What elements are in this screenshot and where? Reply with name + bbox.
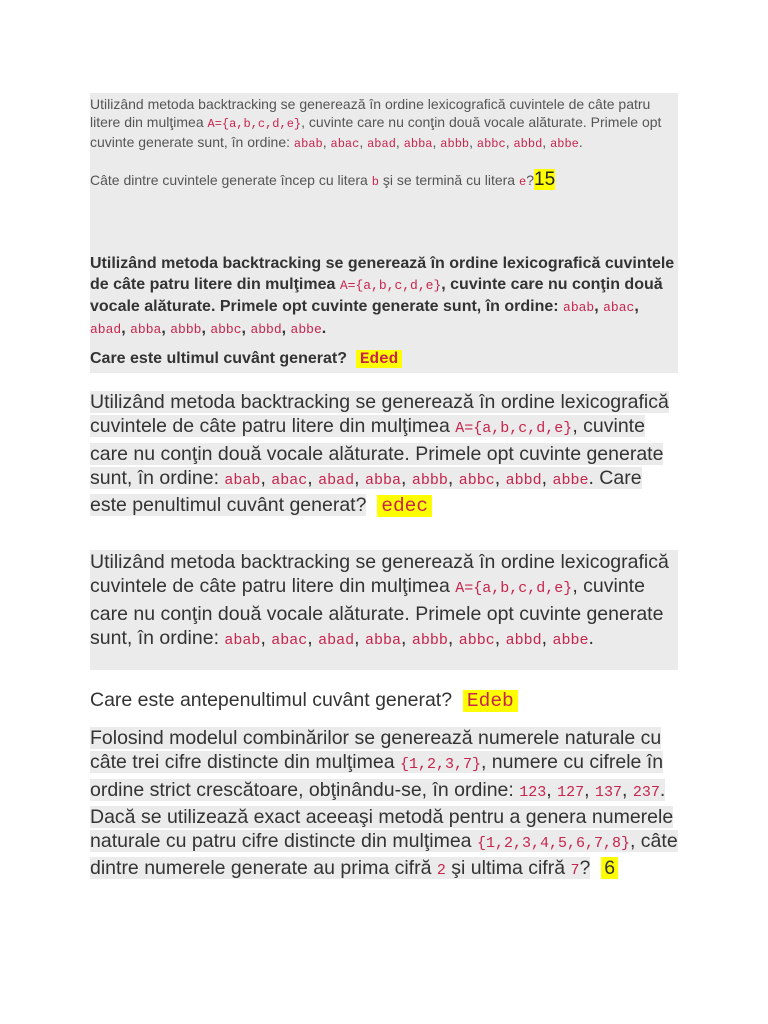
number-code: 127 [557,783,585,801]
answer-highlight: Edeb [463,690,518,712]
set-code: A={a,b,c,d,e} [339,278,442,293]
digit-code: 7 [570,862,580,880]
answer-highlight: Eded [356,350,402,368]
digit-code: 2 [436,862,446,880]
question-block-4-prompt [90,688,678,713]
word-code: abbb [411,471,448,489]
word-code: abac [271,631,308,649]
prompt-text: . Care este penultimul cuvânt generat? [90,466,642,517]
word-code: abba [365,631,402,649]
question-block-3 [90,390,678,518]
word-code: abba [130,322,162,337]
word-code: abac [271,471,308,489]
question-1-statement: Utilizând metoda backtracking se generează în ordine lexicografică cuvintele de câte patru litere din mulţimea A={a,b,c,d,e}, cuvinte care nu conţin două vocale alăturate. Primele opt cuvinte generate sunt, în ordine: abab, abac, abad, abba, abbb, abbc, abbd, abbe. [90,96,662,151]
word-code: abbd [505,631,542,649]
word-code: abad [318,631,355,649]
shaded-run: Utilizând metoda backtracking se generează în ordine lexicografică cuvintele de câte patru litere din mulţimea A={a,b,c,d,e}, cuvinte care nu conţin două vocale alăturate. Primele opt cuvinte generate sunt, în ordine: abab, abac, abad, abba, abbb, abbc, abbd, abbe. Care este penultimul cuvânt generat? [90,391,669,517]
question-5-text [90,726,678,884]
statement-text: Utilizând metoda backtracking se generează în ordine lexicografică cuvintele de câte patru litere din mulţimea [90,255,675,293]
word-code: abac [330,137,360,151]
prompt-text: Care este ultimul cuvânt generat? [90,350,347,367]
word-code: abad [367,137,396,151]
number-code: 237 [632,783,660,801]
question-4-prompt [90,688,678,713]
letter-code: b [371,175,379,189]
question-2-statement: Utilizând metoda backtracking se generează în ordine lexicografică cuvintele de câte patru litere din mulţimea A={a,b,c,d,e}, cuvinte care nu conţin două vocale alăturate. Primele opt cuvinte generate sunt, în ordine: abab, abac, abad, abba, abbb, abbc, abbd, abbe. [90,255,675,337]
question-1-prompt [90,169,678,191]
statement-text: , cuvinte care nu conţin două vocale alăturate. Primele opt cuvinte generate sunt, în ordine: [90,114,662,150]
statement-text: Utilizând metoda backtracking se generează în ordine lexicografică cuvintele de câte patru litere din mulţimea [90,551,669,598]
letter-code: e [519,175,527,189]
shaded-run: Folosind modelul combinărilor se generează numerele naturale cu câte trei cifre distincte din mulţimea {1,2,3,7}, numere cu cifrele în ordine strict crescătoare, obţinându-se, în ordine: 123, 127, 137, 237. Dacă se utilizează exact aceeaşi metodă pentru a genera numerele naturale cu patru cifre distincte din mulţimea {1,2,3,4,5,6,7,8}, câte dintre numerele generate au prima cifră 2 şi ultima cifră 7? [90,727,678,880]
question-block-1 [90,93,678,210]
set-code: {1,2,3,4,5,6,7,8} [476,835,630,853]
question-block-2 [90,210,678,373]
word-code: abab [224,631,261,649]
answer-highlight: edec [377,495,432,517]
word-code: abbb [411,631,448,649]
word-code: abab [563,300,595,315]
word-code: abbc [458,631,495,649]
statement-text: , cuvinte care nu conţin două vocale alăturate. Primele opt cuvinte generate sunt, în ordine: [90,575,664,649]
answer-highlight: 6 [601,857,618,879]
word-code: abbb [440,137,470,151]
question-4-statement: Utilizând metoda backtracking se generează în ordine lexicografică cuvintele de câte patru litere din mulţimea A={a,b,c,d,e}, cuvinte care nu conţin două vocale alăturate. Primele opt cuvinte generate sunt, în ordine: abab, abac, abad, abba, abbb, abbc, abbd, abbe. [90,551,669,649]
word-code: abad [90,322,122,337]
set-code: A={a,b,c,d,e} [455,420,573,438]
word-code: abad [318,471,355,489]
prompt-text: Câte dintre cuvintele generate încep cu litera [90,172,372,188]
word-code: abbe [552,471,589,489]
word-code: abbc [210,322,242,337]
word-code: abbc [476,137,506,151]
question-3-text [90,390,678,518]
word-code: abbd [505,471,542,489]
word-code: abac [603,300,635,315]
prompt-text: ? [526,172,534,188]
statement-text: Folosind modelul combinărilor se generează numerele naturale cu câte trei cifre distincte din mulţimea [90,727,662,774]
statement-text: , cuvinte care nu conţin două vocale alăturate. Primele opt cuvinte generate sunt, în ordine: [90,415,664,489]
word-code: abbe [550,137,579,151]
statement-text: . Dacă se utilizează exact aceeaşi metodă pentru a genera numerele naturale cu patru cifre distincte din mulţimea [90,778,674,853]
statement-text: Utilizând metoda backtracking se generează în ordine lexicografică cuvintele de câte patru litere din mulţimea [90,96,651,130]
number-code: 123 [519,783,547,801]
word-code: abbd [250,322,282,337]
question-2-prompt [90,340,678,370]
word-code: abab [224,471,261,489]
answer-highlight: 15 [534,169,556,190]
prompt-text: ? [579,857,591,880]
set-code: A={a,b,c,d,e} [455,580,573,598]
word-code: abbe [552,631,589,649]
statement-text: şi ultima cifră [445,857,571,880]
word-code: abba [403,137,433,151]
prompt-text: şi se termină cu litera [378,172,519,188]
question-block-4 [90,550,678,670]
set-code: A={a,b,c,d,e} [207,117,302,131]
word-code: abbb [170,322,202,337]
word-code: abab [293,137,323,151]
statement-text: Utilizând metoda backtracking se generează în ordine lexicografică cuvintele de câte patru litere din mulţimea [90,391,669,438]
word-code: abbd [513,137,543,151]
statement-text: , cuvinte care nu conţin două vocale alăturate. Primele opt cuvinte generate sunt, în ordine: [90,276,663,315]
statement-text: , câte dintre numerele generate au prima cifră [90,830,678,880]
set-code: {1,2,3,7} [399,756,481,774]
word-code: abbc [458,471,495,489]
word-code: abba [365,471,402,489]
question-block-5 [90,726,678,884]
number-code: 137 [594,783,622,801]
prompt-text: Care este antepenultimul cuvânt generat? [90,689,453,711]
word-code: abbe [290,322,322,337]
statement-text: , numere cu cifrele în ordine strict crescătoare, obţinându-se, în ordine: [90,751,664,801]
